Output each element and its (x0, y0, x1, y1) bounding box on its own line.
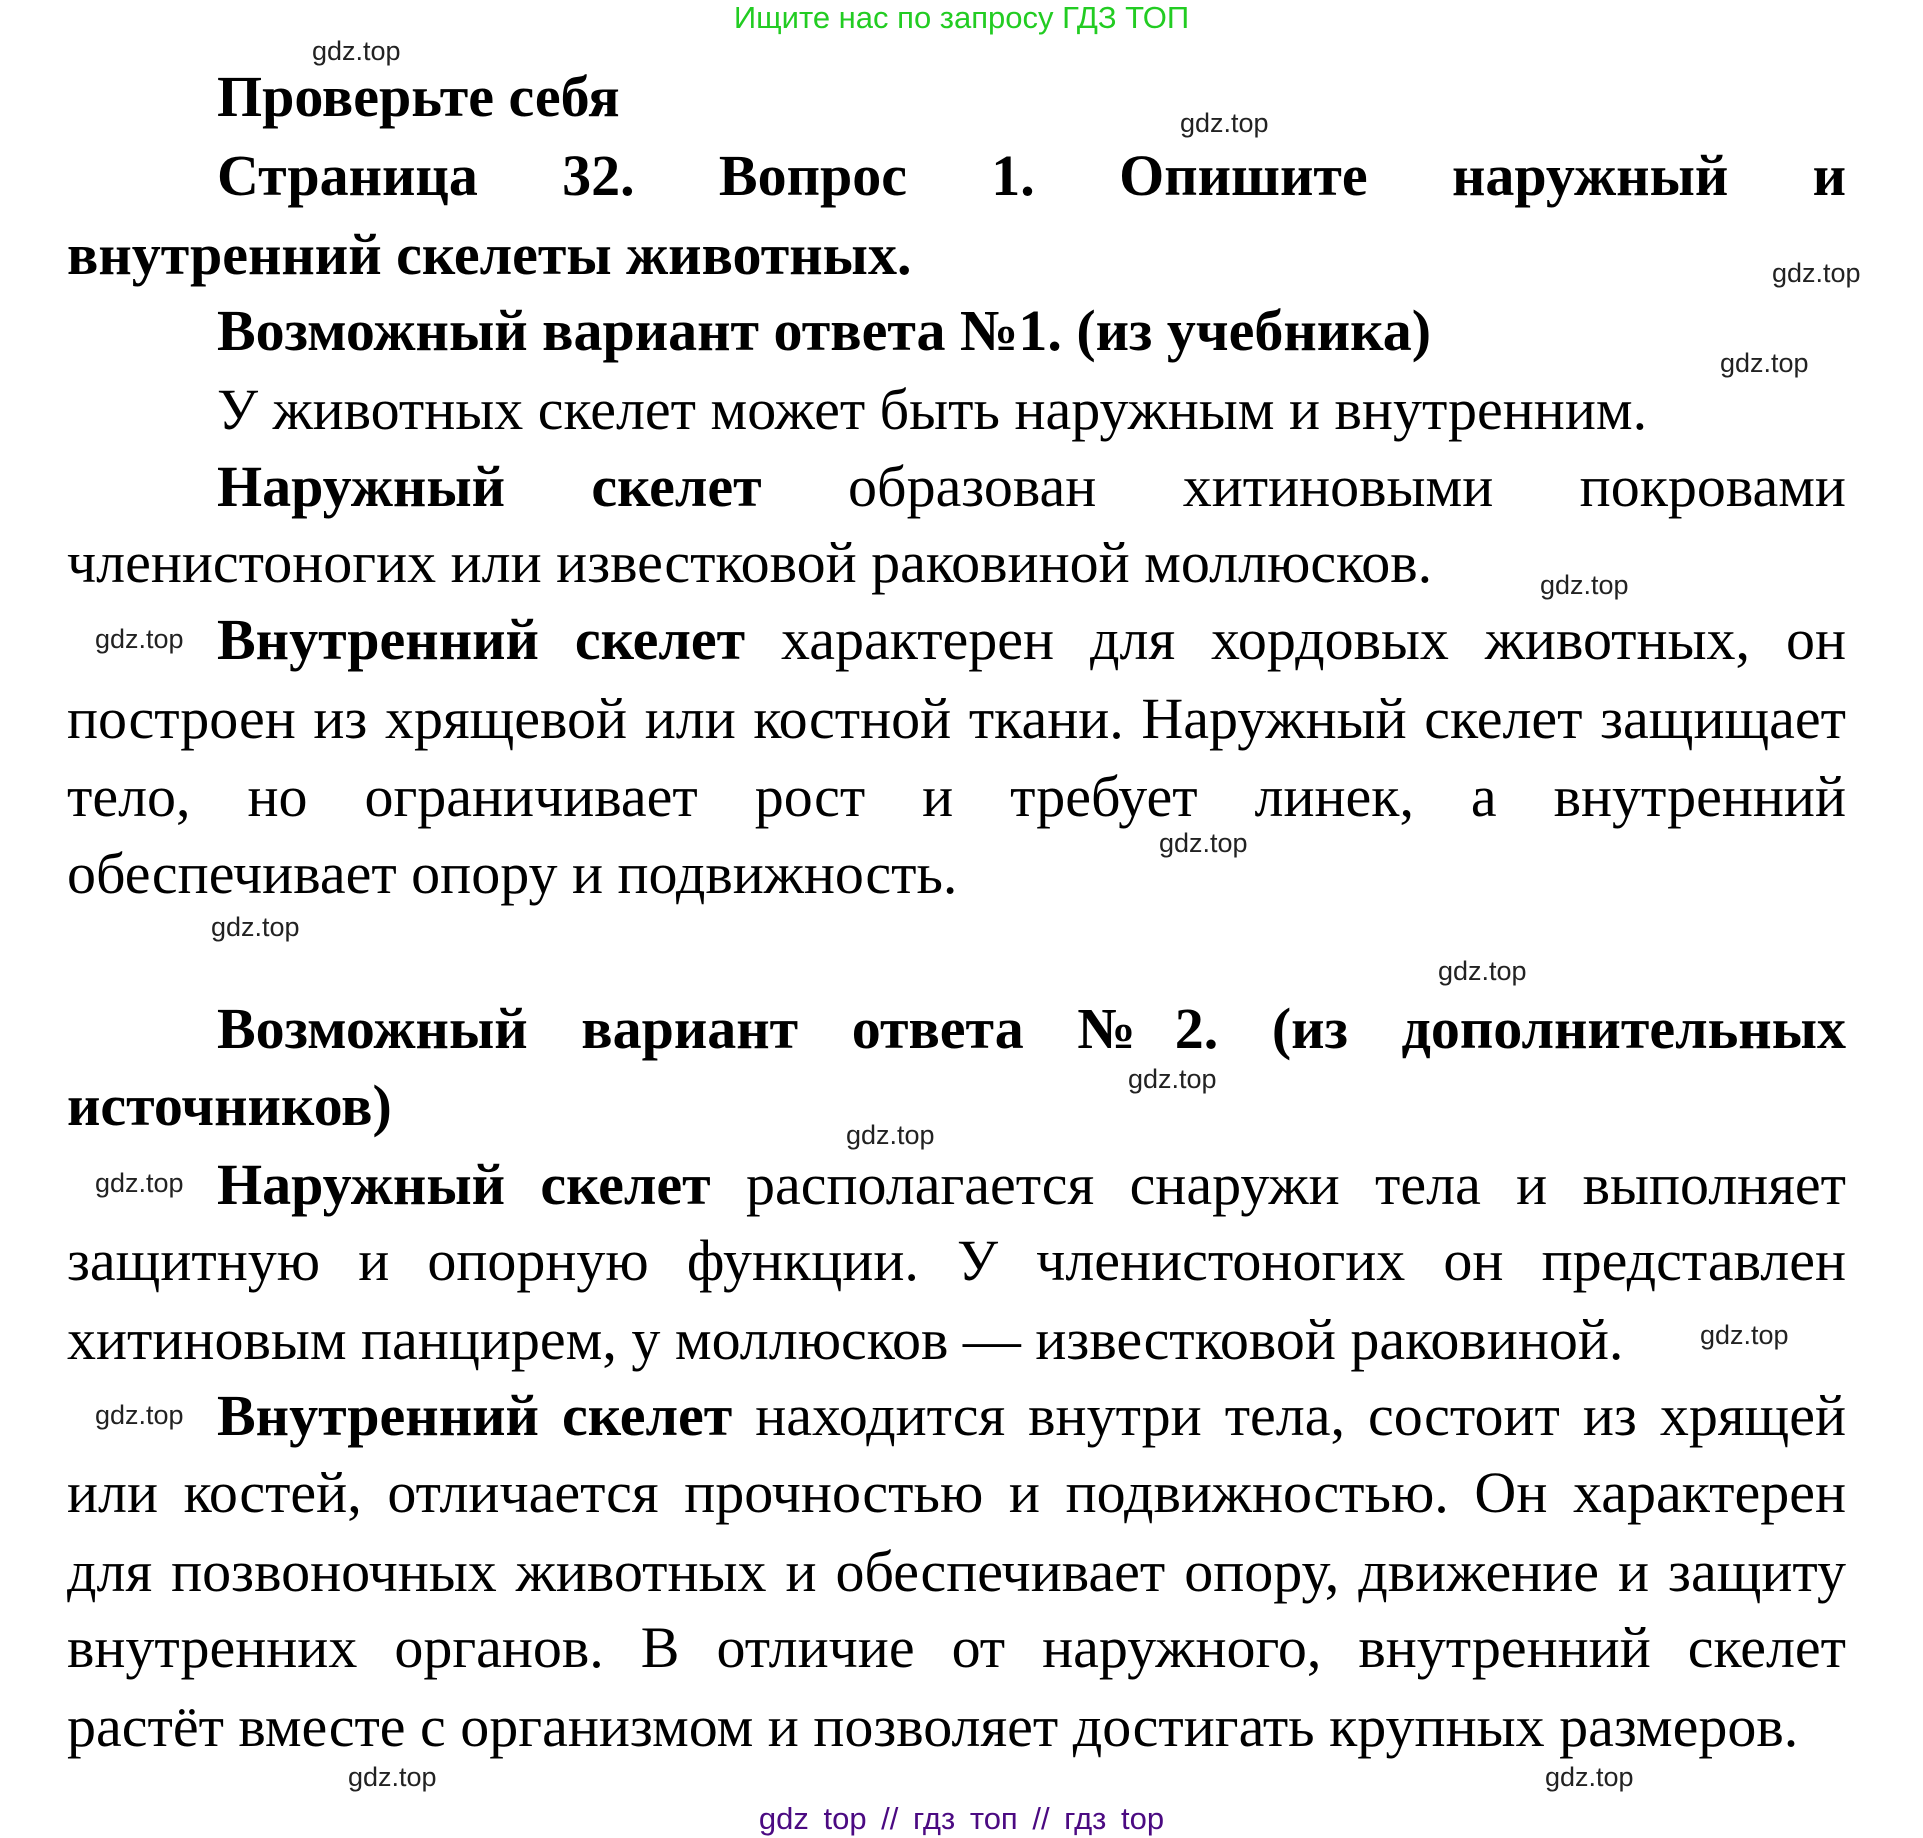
text-line (217, 1152, 1846, 1217)
text-line (67, 1073, 392, 1138)
bold-text: Наружный скелет (217, 1152, 711, 1217)
text-line (67, 1307, 1624, 1372)
bold-text: внутренний скелеты животных. (67, 222, 912, 287)
text: внутренних органов. В отличие от наружного, внутренний скелет (67, 1615, 1846, 1680)
watermark: gdz.top (1772, 258, 1861, 288)
bold-text: Внутренний скелет (217, 607, 746, 672)
text-line (217, 143, 1846, 208)
watermark: gdz.top (1720, 348, 1809, 378)
text-line (67, 1615, 1846, 1680)
footer-banner: gdz top // гдз топ // гдз top (758, 1801, 1165, 1836)
text-line (67, 841, 958, 906)
text-line (217, 996, 1846, 1061)
text-line (217, 298, 1432, 363)
text: растёт вместе с организмом и позволяет достигать крупных размеров. (67, 1694, 1799, 1759)
text: защитную и опорную функции. У членистоногих он представлен (67, 1228, 1846, 1293)
bold-text: Возможный вариант ответа №1. (из учебника) (217, 298, 1432, 363)
watermark: gdz.top (95, 624, 184, 654)
text: У животных скелет может быть наружным и внутренним. (217, 377, 1648, 442)
text: располагается снаружи тела и выполняет (710, 1152, 1846, 1217)
text-line (67, 1694, 1799, 1759)
watermark: gdz.top (312, 36, 401, 66)
watermark: gdz.top (95, 1400, 184, 1430)
text-line (67, 686, 1846, 751)
text: построен из хрящевой или костной ткани. Наружный скелет защищает (67, 686, 1846, 751)
text-line (67, 1460, 1846, 1525)
watermark: gdz.top (348, 1762, 437, 1792)
bold-text: источников) (67, 1073, 392, 1138)
text-line (67, 764, 1846, 829)
watermark: gdz.top (1438, 956, 1527, 986)
watermark: gdz.top (1700, 1320, 1789, 1350)
text-line (217, 607, 1846, 672)
watermark: gdz.top (95, 1168, 184, 1198)
text-line (67, 1228, 1846, 1293)
text-line (217, 454, 1846, 519)
watermark: gdz.top (211, 912, 300, 942)
text-line (217, 64, 620, 129)
text-line (67, 222, 912, 287)
watermark: gdz.top (1180, 108, 1269, 138)
text-line (217, 377, 1648, 442)
bold-text: Внутренний скелет (217, 1383, 733, 1448)
watermark: gdz.top (1540, 570, 1629, 600)
text: образован хитиновыми покровами (761, 454, 1846, 519)
search-banner: Ищите нас по запросу ГДЗ ТОП (733, 0, 1190, 35)
watermark: gdz.top (1128, 1064, 1217, 1094)
text-line (67, 530, 1433, 595)
text: для позвоночных животных и обеспечивает опору, движение и защиту (67, 1539, 1846, 1604)
watermark: gdz.top (1159, 828, 1248, 858)
text: или костей, отличается прочностью и подвижностью. Он характерен (67, 1460, 1846, 1525)
watermark: gdz.top (846, 1120, 935, 1150)
bold-text: Наружный скелет (217, 454, 762, 519)
text: хитиновым панцирем, у моллюсков — известковой раковиной. (67, 1307, 1624, 1372)
text-line (217, 1383, 1846, 1448)
text: характерен для хордовых животных, он (745, 607, 1846, 672)
text-line (67, 1539, 1846, 1604)
text: обеспечивает опору и подвижность. (67, 841, 958, 906)
watermark: gdz.top (1545, 1762, 1634, 1792)
bold-text: Страница 32. Вопрос 1. Опишите наружный и (217, 143, 1846, 208)
bold-text: Возможный вариант ответа №2. (из дополнительных (217, 996, 1846, 1061)
text: находится внутри тела, состоит из хрящей (732, 1383, 1846, 1448)
text: членистоногих или известковой раковиной моллюсков. (67, 530, 1433, 595)
text: тело, но ограничивает рост и требует линек, а внутренний (67, 764, 1846, 829)
bold-text: Проверьте себя (217, 64, 620, 129)
